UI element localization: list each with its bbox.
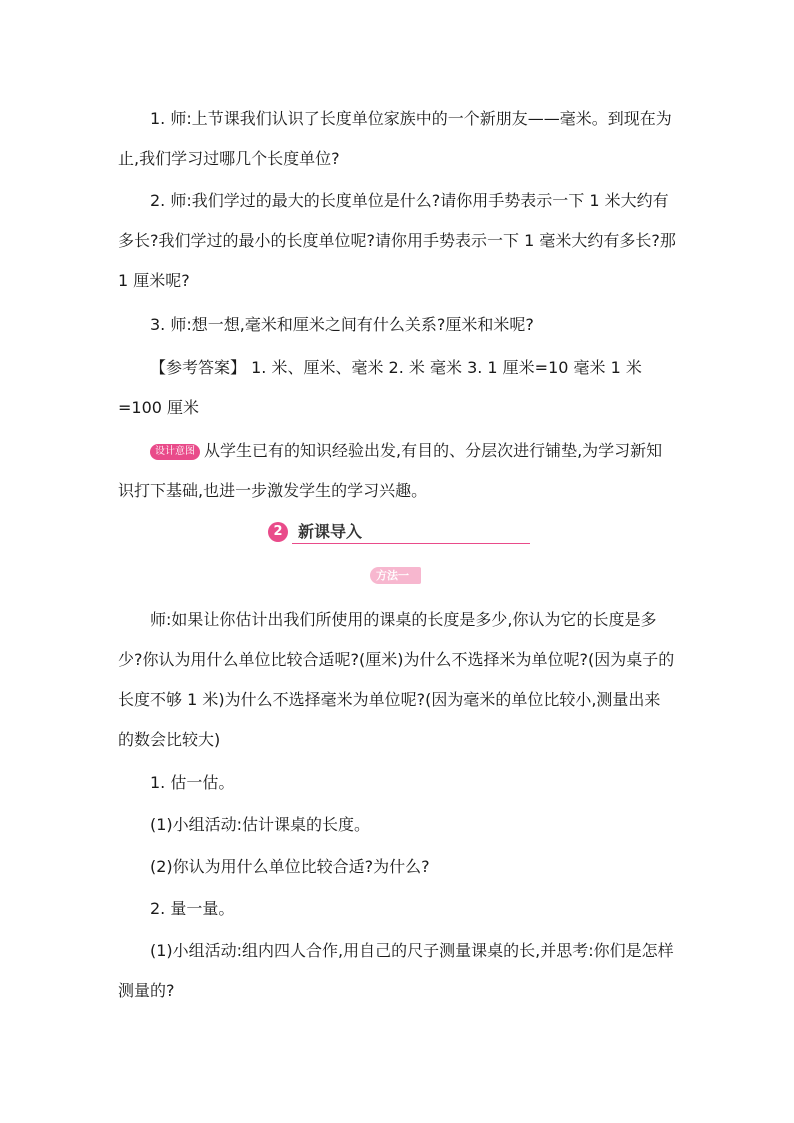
step-2-a: (1)小组活动:组内四人合作,用自己的尺子测量课桌的长,并思考:你们是怎样测量的? [118,941,674,1000]
answer-label: 【参考答案】 [150,358,247,377]
step-1-a: (1)小组活动:估计课桌的长度。 [150,815,371,834]
section-number: 2 [268,522,288,542]
answer-text: 1. 米、厘米、毫米 2. 米 毫米 3. 1 厘米=10 毫米 1 米=100 厘米 [118,358,642,417]
method-badge: 方法一 [370,567,421,584]
section-underline [292,543,530,544]
question-3: 3. 师:想一想,毫米和厘米之间有什么关系?厘米和米呢? [150,315,534,334]
design-intent-badge: 设计意图 [150,444,200,460]
reference-answer [118,348,676,428]
step-1: 1. 估一估。 [150,773,235,792]
design-intent-text: 从学生已有的知识经验出发,有目的、分层次进行铺垫,为学习新知识打下基础,也进一步激发学生的学习兴趣。 [118,441,663,500]
question-2: 2. 师:我们学过的最大的长度单位是什么?请你用手势表示一下 1 米大约有多长?我们学过的最小的长度单位呢?请你用手势表示一下 1 毫米大约有多长?那 1 厘米呢? [118,191,676,290]
section-header [268,520,530,546]
intro-paragraph: 师:如果让你估计出我们所使用的课桌的长度是多少,你认为它的长度是多少?你认为用什么单位比较合适呢?(厘米)为什么不选择米为单位呢?(因为桌子的长度不够 1 米)为什么不选择毫米为单位呢?(因为毫米的单位比较小,测量出来的数会比较大) [118,610,675,749]
step-2: 2. 量一量。 [150,899,235,918]
step-1-b: (2)你认为用什么单位比较合适?为什么? [150,857,430,876]
design-intent [118,431,676,511]
question-1: 1. 师:上节课我们认识了长度单位家族中的一个新朋友——毫米。到现在为止,我们学习过哪几个长度单位? [118,109,672,168]
section-title: 新课导入 [298,522,363,541]
